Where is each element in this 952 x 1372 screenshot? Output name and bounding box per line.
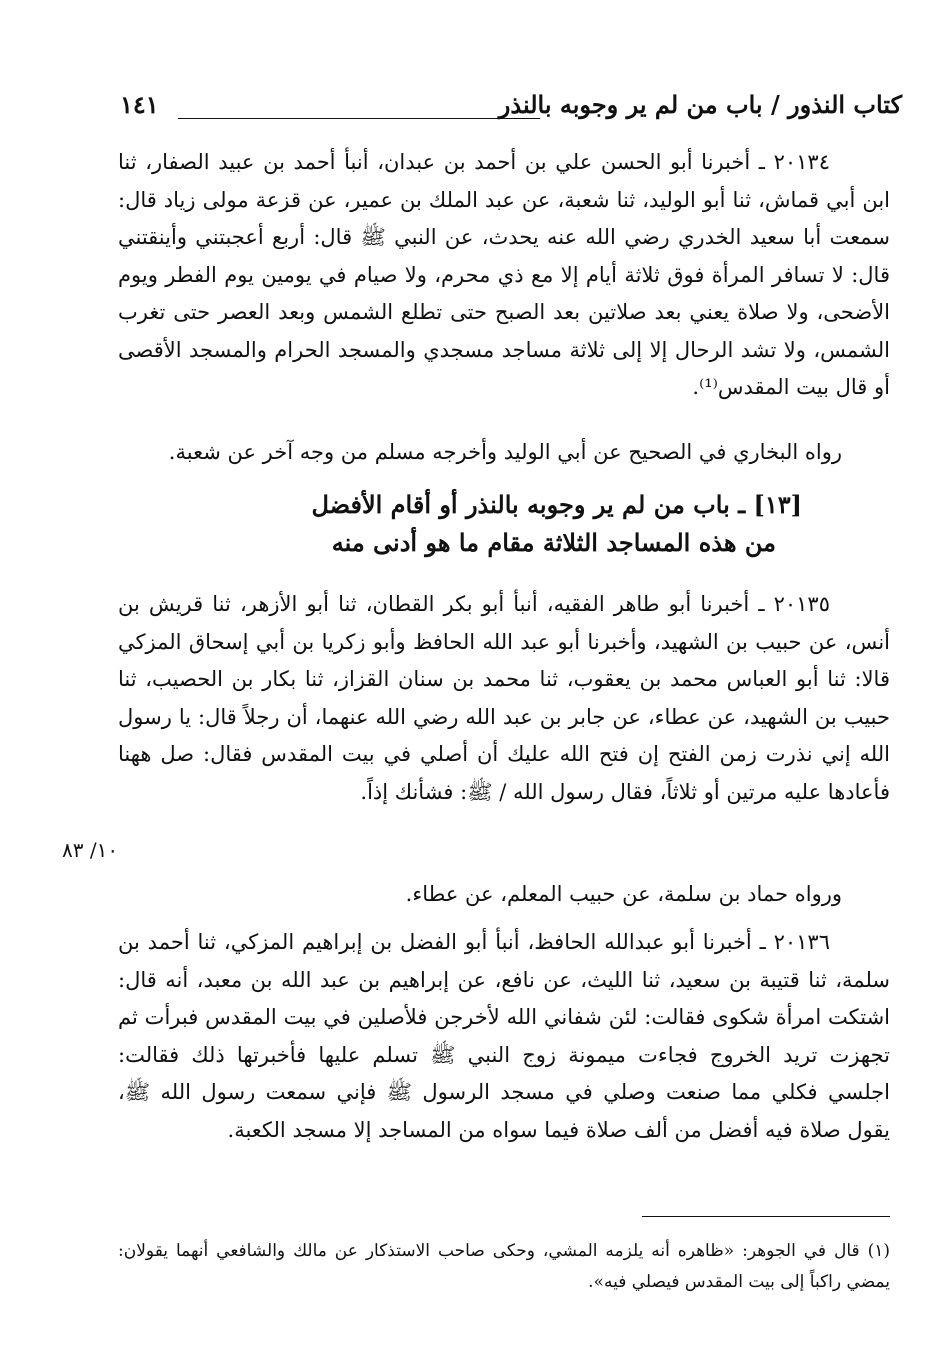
header-title: كتاب النذور / باب من لم ير وجوبه بالنذر xyxy=(498,90,902,119)
footnote-rule xyxy=(642,1216,890,1217)
page-number: ١٤١ xyxy=(120,90,159,119)
chapter-heading-line-2: من هذه المساجد الثلاثة مقام ما هو أدنى منه xyxy=(331,528,776,557)
takhrij-note-20134: رواه البخاري في الصحيح عن أبي الوليد وأخرجه مسلم من وجه آخر عن شعبة. xyxy=(168,440,842,464)
running-header xyxy=(110,88,902,132)
footnote-1: (١) قال في الجوهر: «ظاهره أنه يلزمه المشي، وحكى صاحب الاستذكار عن مالك والشافعي أنهما يقولان: يمضي راكباً إلى بيت المقدس فيصلي فيه». xyxy=(118,1241,890,1292)
margin-reference: ١٠/ ٨٣ xyxy=(62,838,119,862)
chapter-heading xyxy=(242,486,802,562)
takhrij-note-20135: ورواه حماد بن سلمة، عن حبيب المعلم، عن عطاء. xyxy=(405,882,842,906)
chapter-heading-line-1: [١٣] ـ باب من لم ير وجوبه بالنذر أو أقام الأفضل xyxy=(311,490,802,519)
hadith-20135: ٢٠١٣٥ ـ أخبرنا أبو طاهر الفقيه، أنبأ أبو بكر القطان، ثنا أبو الأزهر، ثنا قريش بن أنس، عن حبيب بن الشهيد، وأخبرنا أبو عبد الله الحافظ وأبو زكريا بن أبي إسحاق المزكي قالا: ثنا أبو العباس محمد بن يعقوب، ثنا محمد بن سنان القزاز، ثنا بكار بن الحصيب، ثنا حبيب بن الشهيد، عن عطاء، عن جابر بن عبد الله رضي الله عنهما، أن رجلاً قال: يا رسول الله إني نذرت زمن الفتح إن فتح الله عليك أن أصلي في بيت المقدس فقال: صل ههنا فأعادها عليه مرتين أو ثلاثاً، فقال رسول الله / ﷺ: فشأنك إذاً. xyxy=(118,592,890,804)
header-rule xyxy=(178,118,540,119)
hadith-20136: ٢٠١٣٦ ـ أخبرنا أبو عبدالله الحافظ، أنبأ أبو الفضل بن إبراهيم المزكي، ثنا أحمد بن سلمة، ثنا قتيبة بن سعيد، ثنا الليث، عن نافع، عن إبراهيم بن عبد الله بن معبد، أنه قال: اشتكت امرأة شكوى فقالت: لئن شفاني الله لأخرجن فلأصلين في بيت المقدس فبرأت ثم تجهزت تريد الخروج فجاءت ميمونة زوج النبي ﷺ تسلم عليها فأخبرتها ذلك فقالت: اجلسي فكلي مما صنعت وصلي في مسجد الرسول ﷺ فإني سمعت رسول الله ﷺ، يقول صلاة فيه أفضل من ألف صلاة فيما سواه من المساجد إلا مسجد الكعبة. xyxy=(118,930,890,1142)
hadith-20134: ٢٠١٣٤ ـ أخبرنا أبو الحسن علي بن أحمد بن عبدان، أنبأ أحمد بن عبيد الصفار، ثنا ابن أبي قماش، ثنا أبو الوليد، ثنا شعبة، عن عبد الملك بن عمير، عن قزعة مولى زياد قال: سمعت أبا سعيد الخدري رضي الله عنه يحدث، عن النبي ﷺ قال: أربع أعجبتني وأينقتني قال: لا تسافر المرأة فوق ثلاثة أيام إلا مع ذي محرم، ولا صيام في يومين يوم الفطر ويوم الأضحى، ولا صلاة يعني بعد صلاتين بعد الصبح حتى تطلع الشمس وبعد العصر حتى تغرب الشمس، ولا تشد الرحال إلا إلى ثلاثة مساجد مسجدي والمسجد الحرام والمسجد الأقصى أو قال بيت المقدس⁽¹⁾. xyxy=(118,150,890,399)
